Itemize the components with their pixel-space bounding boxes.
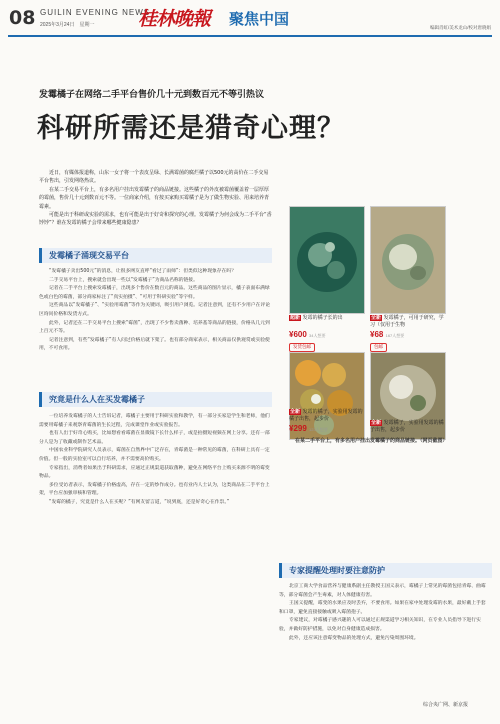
- body-paragraph: 二手交易平台上，搜索就会出现一些以“发霉橘子”为商品名称的链接。: [49, 277, 198, 283]
- listing-price: [289, 330, 325, 339]
- listing-price: [370, 330, 404, 339]
- body-paragraph: 这些商品以“发霉橘子”、“实验用霉菌”等作为关键词，吸引用户浏览。记者注意到，还有不少用户在评论区询问价格和发货方式。: [39, 303, 271, 317]
- shipping-pill: 包邮: [370, 343, 387, 352]
- article-subtitle: 发霉橘子在网络二手平台售价几十元到数百元不等引热议: [39, 90, 265, 100]
- listing-title-text: 发霉的橘子长的出: [302, 315, 343, 321]
- listing-title-text: 发霉橘子，可用于研究，学习（仅用于生物: [370, 315, 444, 328]
- byline: 综合央广网、新京报: [423, 702, 469, 708]
- moldy-orange-photo: [289, 206, 365, 314]
- lead-paragraph: 可能是出于科研或实验的需求，也有可能是出于好奇和探究的心理。发霉橘子为何会成为二手平台“香饽饽”？谁在发霉的橘子会带来哪些健康隐患？: [39, 212, 272, 227]
- listing-price: [289, 424, 328, 433]
- paper-name: GUILIN EVENING NEWS: [40, 8, 151, 17]
- listing-badge: 全新: [290, 409, 301, 415]
- body-paragraph: 记者注意到，有些“发霉橘子”有人问过价格后就下架了。也有部分商家表示，相关商品仅供观赏或实验使用，不可食用。: [39, 337, 270, 352]
- section-3-body: [279, 583, 489, 695]
- price-text: ¥68: [370, 330, 384, 339]
- section-heading-2: [39, 392, 272, 407]
- body-paragraph: 中国农业科学院研究人员表示，霉菌在自然界中广泛存在，青霉菌是一种常见的霉菌，在科研上具有一定价值。但一般的实验室可以自行培养，并不需要高价购买。: [39, 448, 270, 462]
- lead-paragraph: 近日，有媒体报道称，山东一女子将一个表皮呈绿、长满霉菌的腐烂橘子以500元的高价在二手交易平台售出，引发网络热议。: [39, 170, 269, 185]
- listing-title: [370, 420, 448, 434]
- body-paragraph: “发霉的橘子，究竟是什么人在买呢？”有网友留言道，“说到底，还是好奇心在作祟。”: [49, 499, 230, 505]
- section-name: 聚焦中国: [229, 10, 290, 28]
- section-heading-3: [279, 563, 492, 578]
- section-2-body: [39, 413, 271, 689]
- body-paragraph: 记者在二手平台上搜索发霉橘子，出现多个售价在数百元的商品。这些商品的图片显示，橘子表面布满绿色或白色的霉菌，部分商家标注了“真实拍摄”、“可用于科研实验”等字样。: [39, 286, 270, 300]
- photo-caption: 在某二手平台上，有多名用户挂出发霉橘子的商品链接。（网页截图）: [295, 438, 448, 444]
- lead-paragraph: 在某二手交易平台上，有多名用户挂出发霉橘子的商品链接。这些橘子的外皮被霉菌覆盖着一层厚厚的霉菌，售价几十元到数百元不等。一位商家介绍，有按买家购买霉橘子是为了做生物实验、用来培养青霉素。: [39, 186, 270, 210]
- want-count: 123人想要: [309, 427, 328, 432]
- shipping-pill: 发货包邮: [289, 343, 315, 352]
- body-paragraph: 王国义提醒，霉变的水果应及时丢弃，不要食用。如果在家中处理发霉的水果，最好戴上手套和口罩，避免直接接触或吸入霉菌孢子。: [279, 601, 486, 615]
- body-paragraph: 此外，还应该注意霉变物品的处理方式，避免污染周围环境。: [289, 635, 419, 641]
- section-heading-text: 发霉橘子涌现交易平台: [49, 251, 129, 260]
- section-1-body: [39, 268, 271, 356]
- body-paragraph: 此外，记者还在二手交易平台上搜索“霉菌”，出现了不少售卖菌种、培养基等商品的链接，价格从几元到上百元不等。: [39, 320, 270, 335]
- moldy-orange-image: [290, 207, 364, 313]
- want-count: 34人想要: [309, 333, 326, 338]
- price-text: ¥600: [289, 330, 307, 339]
- body-paragraph: 也有人出于好奇心购买，比如想看看霉菌在显微镜下长什么样子，或是拍摄短视频在网上分享。还有一部分人是为了收藏或制作艺术品。: [39, 431, 270, 445]
- moldy-orange-photo: [370, 206, 446, 314]
- listing-title: [289, 409, 365, 423]
- issue-date: 2025年3月24日 星期一: [40, 22, 95, 28]
- body-paragraph: 专家指出，消费者如果出于科研需求，应通过正规渠道获取菌种，避免在网络平台上购买来源不明的霉变物品。: [39, 465, 270, 480]
- listing-title-text: 发霉橘子，实验用发霉的橘子出售，起步价: [370, 420, 444, 433]
- section-heading-1: [39, 248, 272, 263]
- listing-badge: 超新: [290, 315, 301, 321]
- body-paragraph: 北京工商大学食品营养与健康系副主任教授王国义表示，霉橘子上常见的霉菌包括青霉、曲霉等，部分霉菌会产生毒素，对人体健康有害。: [279, 584, 486, 598]
- moldy-orange-image: [371, 207, 445, 313]
- listing-badge: 全新: [371, 315, 382, 321]
- body-paragraph: 多位受访者表示，发霉橘子价格虚高，存在一定的炒作成分。也有业内人士认为，这类商品在二手平台上架，平台应加强审核和管理。: [39, 482, 270, 497]
- lead-paragraphs: [39, 169, 273, 228]
- want-count: 167人想要: [385, 333, 405, 338]
- price-text: ¥299: [289, 424, 307, 433]
- listing-title: [289, 315, 365, 322]
- page-number: 08: [9, 7, 36, 29]
- listing-title-text: 发霉的橘子，实验用发霉的橘子出售，起步价: [289, 409, 363, 422]
- newspaper-logo: 桂林晚報: [138, 8, 211, 30]
- header-rule: [8, 35, 492, 37]
- listing-badge: 全新: [371, 420, 382, 426]
- editor-credits: 编辑肖虹/美术龙山/校对唐晓娟: [430, 25, 491, 30]
- section-heading-text: 专家提醒处理时要注意防护: [289, 566, 385, 575]
- body-paragraph: 一位培养发霉橘子的人士告诉记者，霉橘子主要用于科研实验和教学，有一部分买家是学生和老师，他们需要用霉橘子来观察青霉菌的生长过程，完成课堂作业或实验报告。: [39, 414, 270, 428]
- body-paragraph: 专家建议，对霉橘子感兴趣的人可以通过正规渠道学习相关知识，在专业人员指导下进行实验，并做好防护措施，以免对自身健康造成损害。: [279, 618, 481, 632]
- section-heading-text: 究竟是什么人在买发霉橘子: [49, 395, 145, 404]
- body-paragraph: “发霉橘子卖出500元”的消息，让很多网友直呼“看过了雨师”：但类似这种现象存在吗？: [49, 269, 236, 274]
- listing-title: [370, 315, 448, 329]
- article-title: 科研所需还是猎奇心理？: [37, 113, 345, 144]
- masthead: [0, 0, 500, 36]
